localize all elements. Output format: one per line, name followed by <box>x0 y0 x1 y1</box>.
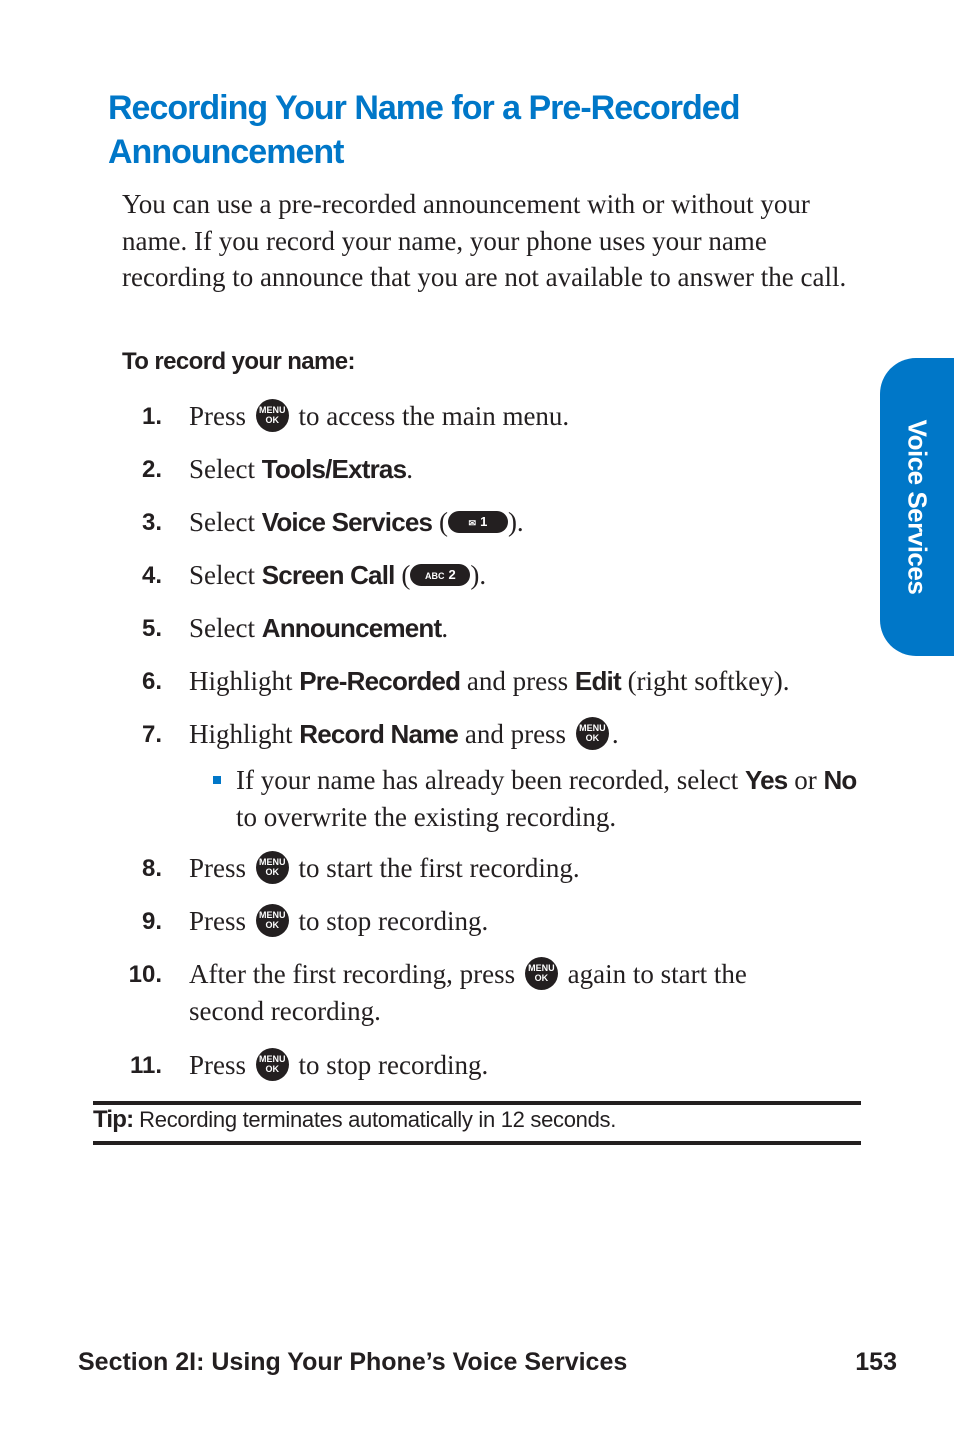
tip-label: Tip: <box>93 1106 134 1133</box>
softkey-edit: Edit <box>574 666 621 696</box>
procedure-heading: To record your name: <box>122 348 355 375</box>
step-number: 2. <box>141 456 162 483</box>
step-text: to start the first recording. <box>298 853 580 883</box>
side-tab-label: Voice Services <box>902 419 933 595</box>
tip-box <box>93 1106 861 1134</box>
page-number: 153 <box>855 1348 897 1376</box>
bullet-square-icon <box>213 776 221 784</box>
step-text: After the first recording, press <box>189 959 516 989</box>
step-number: 5. <box>141 615 162 642</box>
menu-ok-key-icon: MENU OK <box>525 957 558 990</box>
menu-option-record-name: Record Name <box>299 719 459 749</box>
step-number: 8. <box>141 855 162 882</box>
step-number: 11. <box>129 1052 162 1079</box>
step-number: 4. <box>141 562 162 589</box>
step-text: and press <box>466 666 569 696</box>
step-text: Press <box>189 853 247 883</box>
step-7-note: If your name has already been recorded, select Yes or No to overwrite the existing recording. <box>236 765 857 832</box>
step-text: Select <box>189 454 255 484</box>
intro-paragraph: You can use a pre-recorded announcement with or without your name. If you record your name, your phone uses your name recording to announce that you are not available to answer the call. <box>122 189 847 292</box>
option-yes: Yes <box>745 765 788 795</box>
step-text: Select <box>189 507 255 537</box>
section-side-tab <box>880 358 954 656</box>
step-text: Highlight <box>189 719 293 749</box>
step-text: again to start the second recording. <box>189 959 747 1027</box>
menu-option-voice-services: Voice Services <box>261 507 433 537</box>
menu-ok-key-icon: MENU OK <box>256 1048 289 1081</box>
tip-top-rule <box>93 1101 861 1105</box>
menu-ok-key-icon: MENU OK <box>576 717 609 750</box>
step-text: Press <box>189 906 247 936</box>
step-text: Select <box>189 613 255 643</box>
footer-section-title: Section 2I: Using Your Phone’s Voice Services <box>78 1348 628 1376</box>
menu-ok-key-icon: MENU OK <box>256 851 289 884</box>
key-2-icon: ABC 2 <box>410 564 470 586</box>
tip-text: Recording terminates automatically in 12 seconds. <box>139 1107 617 1132</box>
menu-option-screen-call: Screen Call <box>261 560 395 590</box>
step-text: Press <box>189 401 247 431</box>
step-text: Select <box>189 560 255 590</box>
menu-ok-key-icon: MENU OK <box>256 904 289 937</box>
tip-bottom-rule <box>93 1141 861 1145</box>
step-text: to stop recording. <box>298 906 489 936</box>
step-text: to access the main menu. <box>298 401 570 431</box>
step-text: and press <box>464 719 567 749</box>
menu-option-announcement: Announcement <box>261 613 442 643</box>
step-number: 1. <box>141 403 162 430</box>
step-number: 6. <box>141 668 162 695</box>
option-no: No <box>823 765 857 795</box>
step-number: 7. <box>141 721 162 748</box>
step-number: 10. <box>128 961 162 988</box>
step-number: 9. <box>141 908 162 935</box>
step-text: Press <box>189 1050 247 1080</box>
menu-ok-key-icon: MENU OK <box>256 399 289 432</box>
step-text: (right softkey). <box>627 666 790 696</box>
key-1-icon: ✉ 1 <box>448 511 508 533</box>
step-text: to stop recording. <box>298 1050 489 1080</box>
step-text: Highlight <box>189 666 293 696</box>
menu-option-pre-recorded: Pre-Recorded <box>299 666 461 696</box>
step-number: 3. <box>141 509 162 536</box>
page-title: Recording Your Name for a Pre-Recorded Announcement <box>108 89 740 171</box>
menu-option-tools-extras: Tools/Extras <box>261 454 407 484</box>
